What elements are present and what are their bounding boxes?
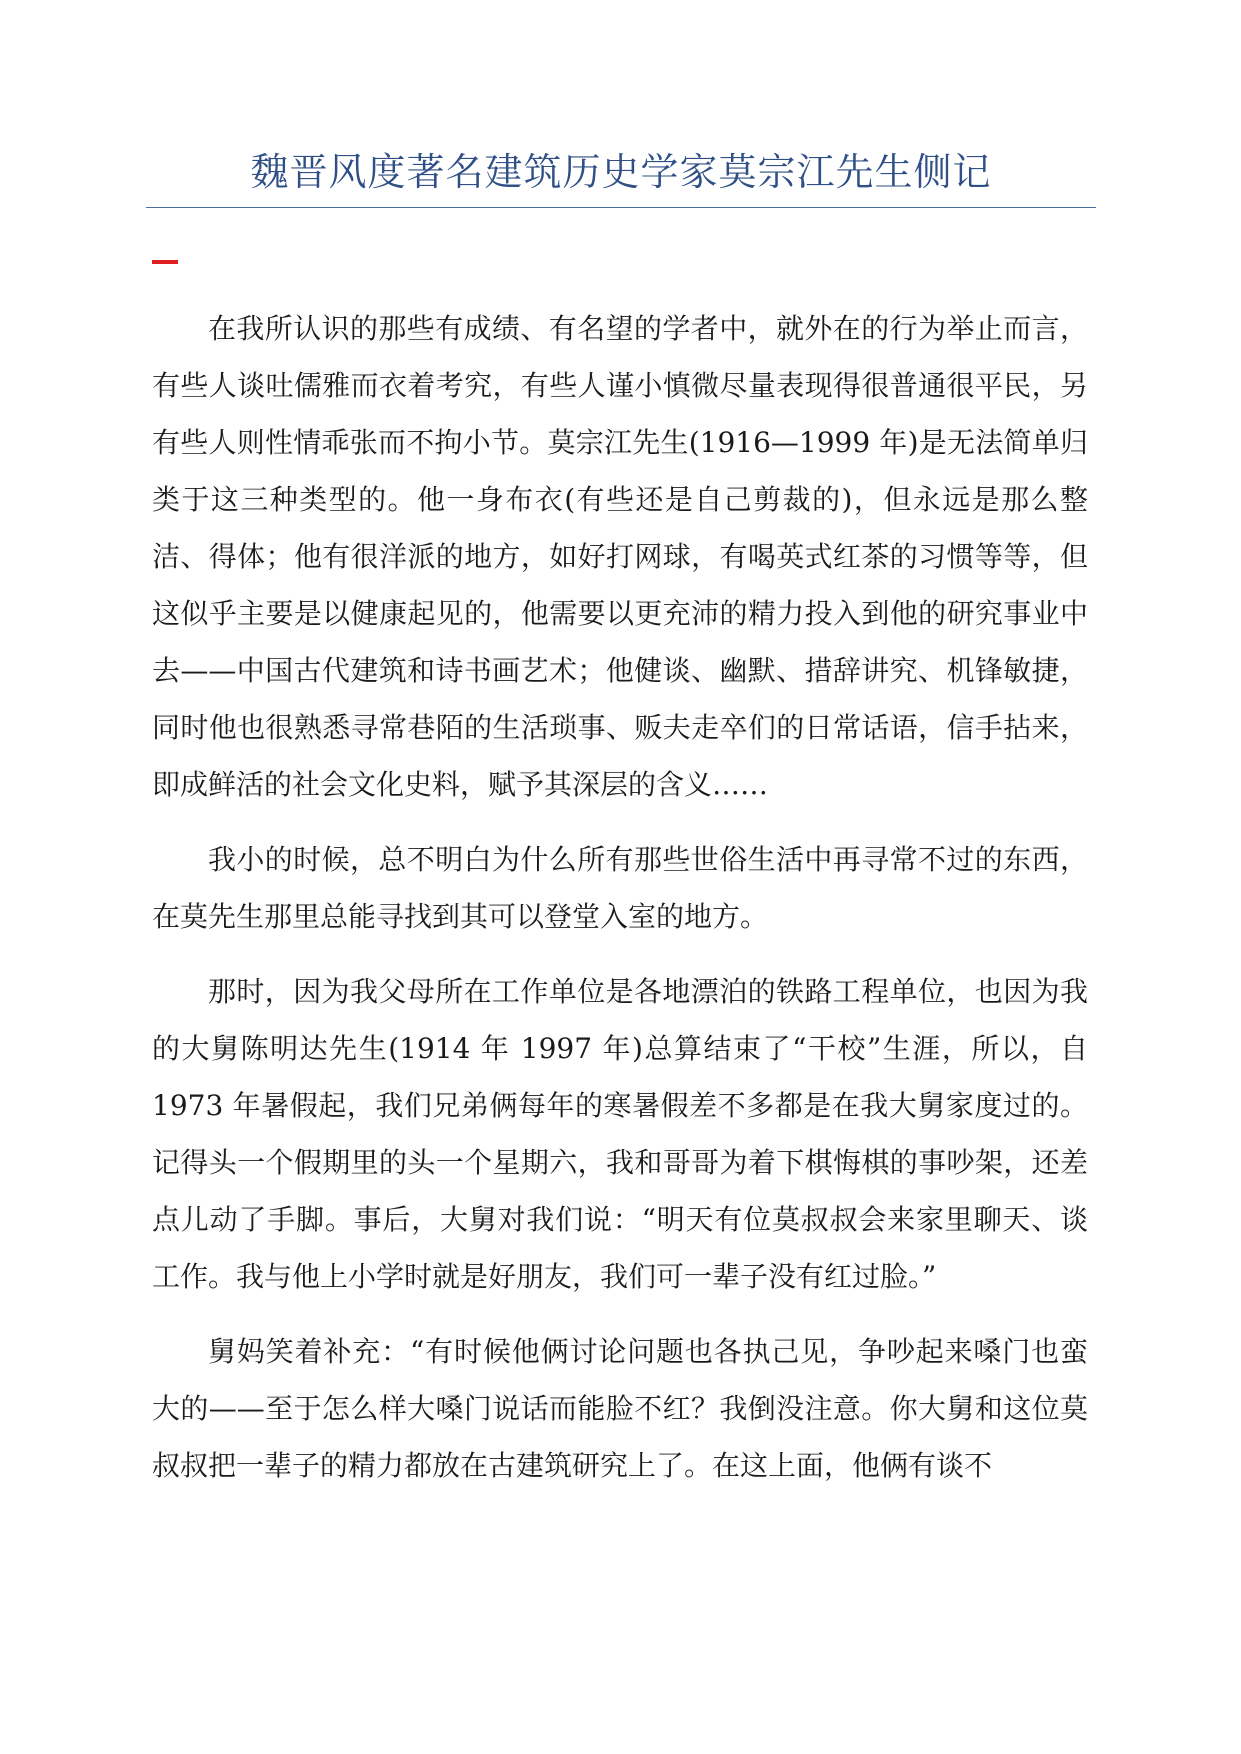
document-title: 魏晋风度著名建筑历史学家莫宗江先生侧记 [250,150,992,194]
document-body [152,300,1088,1512]
paragraph: 在我所认识的那些有成绩、有名望的学者中，就外在的行为举止而言，有些人谈吐儒雅而衣着考究，有些人谨小慎微尽量表现得很普通很平民，另有些人则性情乖张而不拘小节。莫宗江先生(1916—1999 年)是无法简单归类于这三种类型的。他一身布衣(有些还是自己剪裁的)，但永远是那么整洁、得体；他有很洋派的地方，如好打网球，有喝英式红茶的习惯等等，但这似乎主要是以健康起见的，他需要以更充沛的精力投入到他的研究事业中去——中国古代建筑和诗书画艺术；他健谈、幽默、措辞讲究、机锋敏捷，同时他也很熟悉寻常巷陌的生活琐事、贩夫走卒们的日常话语，信手拈来，即成鲜活的社会文化史料，赋予其深层的含义…… [152,312,1088,801]
title-underline [146,207,1096,208]
red-section-mark [152,260,178,264]
paragraph: 舅妈笑着补充：“有时候他俩讨论问题也各执己见，争吵起来嗓门也蛮大的——至于怎么样大嗓门说话而能脸不红？我倒没注意。你大舅和这位莫叔叔把一辈子的精力都放在古建筑研究上了。在这上面，他俩有谈不 [152,1335,1088,1482]
paragraph: 我小的时候，总不明白为什么所有那些世俗生活中再寻常不过的东西，在莫先生那里总能寻找到其可以登堂入室的地方。 [152,843,1088,933]
paragraph: 那时，因为我父母所在工作单位是各地漂泊的铁路工程单位，也因为我的大舅陈明达先生(1914 年 1997 年)总算结束了“干校”生涯，所以，自 1973 年暑假起，我们兄弟俩每年的寒暑假差不多都是在我大舅家度过的。记得头一个假期里的头一个星期六，我和哥哥为着下棋悔棋的事吵架，还差点儿动了手脚。事后，大舅对我们说：“明天有位莫叔叔会来家里聊天、谈工作。我与他上小学时就是好朋友，我们可一辈子没有红过脸。” [152,975,1088,1293]
